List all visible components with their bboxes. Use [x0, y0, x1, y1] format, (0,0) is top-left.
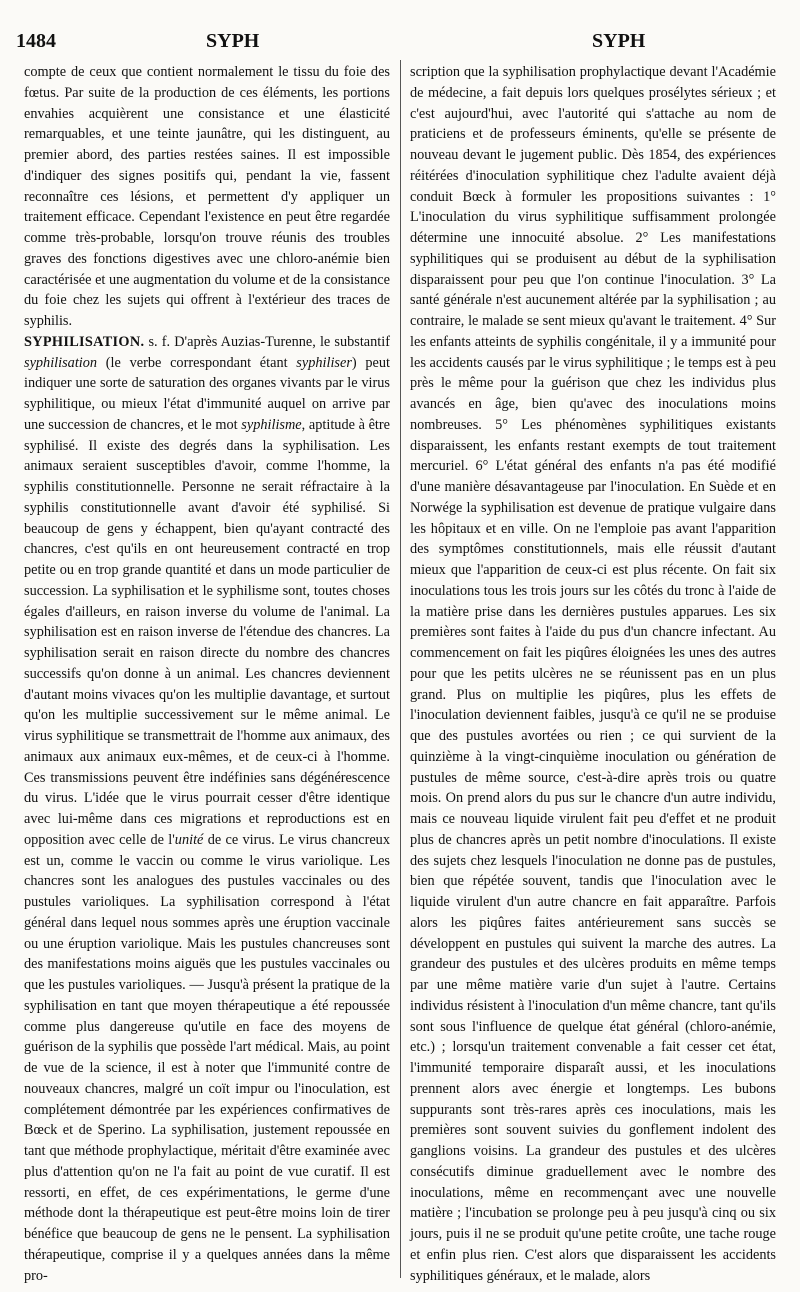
right-column: [410, 62, 776, 1286]
entry-italic-term: syphiliser: [296, 354, 352, 371]
entry-italic-term: syphilisme: [241, 416, 302, 433]
page-number: 1484: [16, 30, 56, 52]
page-header: [16, 30, 778, 56]
entry-text: , aptitude à être syphilisé. Il existe des degrés dans la syphilisation. Les animaux seraient susceptibles d'avoir, comme l'homme, la syphilis constitutionnelle. Personne ne serait réfractaire à la syphilis constitutionnelle avant d'avoir été syphilisé. Si beaucoup de gens y échappent, bien qu'ayant contracté des chancres, c'est qu'ils en ont heureusement contracté en trop petite ou en trop grande quantité et dans un mode particulier de succession. La syphilisation et le syphilisme sont, toutes choses égales d'ailleurs, en raison inverse du volume de l'animal. La syphilisation est en raison inverse de l'étendue des chancres. La syphilisation serait en raison directe du nombre des chancres successifs qu'on donne à un animal. Les chancres deviennent d'autant moins vivaces qu'on les multiplie davantage, et surtout qu'on les multiplie successivement sur le même animal. Le virus syphilitique se transmettrait de l'homme aux animaux, des animaux aux animaux eux-mêmes, et de ceux-ci à l'homme. Ces transmissions peuvent être indéfinies sans dégénérescence du virus. L'idée que le virus pourrait cesser d'être identique avec lui-même dans ces migrations et reproductions est en opposition avec celle de l': [24, 416, 391, 848]
right-running-head: SYPH: [592, 30, 646, 52]
entry-text: (le verbe correspondant étant: [97, 354, 297, 371]
entry-headword: SYPHILISATION.: [24, 333, 145, 350]
left-running-head: SYPH: [206, 30, 260, 52]
entry-text: ) peut indiquer une sorte de saturation des organes vivants par le virus syphilitique, ou mieux l'état d'immunité auquel on arrive par une succession de chancres, et le mot: [24, 354, 391, 433]
entry-syphilisation: [24, 332, 390, 1287]
left-column: [24, 62, 390, 1286]
continued-paragraph: scription que la syphilisation prophylactique devant l'Académie de médecine, a fait depuis lors quelques prosélytes sérieux ; et c'est aujourd'hui, avec l'autorité qui s'attache au nom de praticiens et de professeurs éminents, qu'elle se présente de nouveau devant le jugement public. Dès 1854, des expériences réitérées d'inoculation syphilitique chez l'adulte avaient déjà conduit Bœck à formuler les propositions suivantes : 1° L'inoculation du virus syphilitique suffisamment prolongée détermine une innocuité absolue. 2° Les manifestations syphilitiques qui se produisent au début de la syphilisation disparaissent pour peu que l'on continue l'inoculation. 3° La santé générale n'est aucunement altérée par la syphilisation ; au contraire, le malade se sent mieux qu'avant le traitement. 4° Sur les enfants atteints de syphilis congénitale, il y a immunité pour les accidents causés par le virus syphilitique ; le temps est à peu près le même pour la guérison que chez les individus plus avancés en âge, bien qu'avec des inoculations moins nombreuses. 5° Les phénomènes syphilitiques existants disparaissent, les enfants restant exempts de tout traitement mercuriel. 6° L'état général des enfants n'a pas été modifié d'une manière désavantageuse par l'inoculation. En Suède et en Norwége la syphilisation est devenue de pratique vulgaire dans les hôpitaux et en ville. On ne l'emploie pas avant l'apparition des symptômes constitutionnels, mais elle réussit d'autant mieux que l'apparition de ceux-ci est plus récente. On fait six inoculations tous les trois jours sur les côtés du tronc à l'aide de la matière prise dans les dernières pustules apparues. Les six premières sont faites à l'aide du pus d'un chancre infectant. Au commencement on fait les piqûres éloignées les unes des autres pour que les petits ulcères ne se réunissent pas en un plus grand. Plus on multiplie les piqûres, plus les effets de l'inoculation deviennent faibles, jusqu'à ce qu'il ne se produise que des pustules avortées ou rien ; ce qui survient de la quinzième à la vingt-cinquième inoculation ou génération de pustules de même source, c'est-à-dire après trois ou quatre mois. On prend alors du pus sur le chancre d'un autre individu, mais ce nouveau liquide virulent fait peu d'effet et ne produit plus de chancres après un petit nombre d'inoculations. Il existe des sujets chez lesquels l'inoculation ne donne pas de pustules, bien que répétée souvent, tandis que l'inoculation avec le liquide virulent d'un autre chancre en fait apparaître. Parfois alors les piqûres faites antérieurement sans succès se développent en pustules qui suivent la marche des autres. La grandeur des pustules et des ulcères produits en même temps par une même matière varie d'un sujet à l'autre. Certains individus résistent à l'inoculation d'un même chancre, tant qu'ils sont sous l'influence de quelque état général (chloro-anémie, etc.) ; lorsqu'un traitement convenable a fait cesser cet état, l'immunité temporaire disparaît aussi, et les inoculations prennent alors avec énergie et longtemps. Les bubons suppurants sont très-rares après ces inoculations, mais les premières sont souvent suivies du gonflement indolent des ganglions voisins. La grandeur des pustules et des ulcères consécutifs diminue graduellement avec le nombre des inoculations, même en recommençant avec une nouvelle matière ; l'incubation se prolonge peu à peu jusqu'à cinq ou six jours, puis il ne se produit qu'une petite croûte, une tache rouge et enfin plus rien. C'est alors que disparaissent les accidents syphilitiques généraux, et le malade, alors: [410, 64, 776, 1284]
entry-text: D'après Auzias-Turenne, le substantif: [174, 333, 391, 350]
entry-italic-term: unité: [174, 831, 204, 848]
entry-part-of-speech: s. f.: [144, 333, 175, 350]
continued-paragraph: compte de ceux que contient normalement le tissu du foie des fœtus. Par suite de la production de ces éléments, les portions envahies acquièrent une consistance et une élasticité remarquables, et une teinte jaunâtre, qui les distinguent, au premier abord, des parties restées saines. Il est impossible d'indiquer des signes positifs qui, pendant la vie, fassent reconnaître ces lésions, et permettent d'y appliquer un traitement efficace. Cependant l'existence en peut être regardée comme très-probable, lorsqu'on trouve réunis des troubles graves des fonctions digestives avec une chloro-anémie bien caractérisée et une augmentation du volume et de la consistance du foie chez les sujets qui offrent à l'extérieur des traces de syphilis.: [24, 64, 390, 329]
entry-italic-term: syphilisation: [24, 354, 98, 371]
entry-text: de ce virus. Le virus chancreux est un, comme le vaccin ou comme le virus variolique. Les chancres sont les analogues des pustules vaccinales ou des pustules varioliques. La syphilisation correspond à l'état général dans lequel nous sommes après une éruption vaccinale ou une éruption variolique. Mais les pustules chancreuses sont des manifestations moins aiguës que les pustules vaccinales ou que les pustules varioliques. — Jusqu'à présent la pratique de la syphilisation en tant que moyen thérapeutique a été repoussée comme plus dangereuse qu'utile en face des moyens de guérison de la syphilis que possède l'art médical. Mais, au point de vue de la science, il est à noter que l'immunité contre de nouveaux chancres, malgré un coït impur ou l'inoculation, est complétement démontrée par les expériences confirmatives de Bœck et de Sperino. La syphilisation, justement repoussée en tant que méthode prophylactique, méritait d'être examinée avec plus d'attention qu'on ne l'a fait au point de vue curatif. Il est ressorti, en effet, de ces expérimentations, le germe d'une méthode dont la thérapeutique est peut-être moins loin de tirer bénéfice que beaucoup de gens ne le pensent. La syphilisation thérapeutique, comprise il y a quelques années dans la même pro-: [24, 831, 390, 1284]
column-divider: [400, 60, 401, 1278]
